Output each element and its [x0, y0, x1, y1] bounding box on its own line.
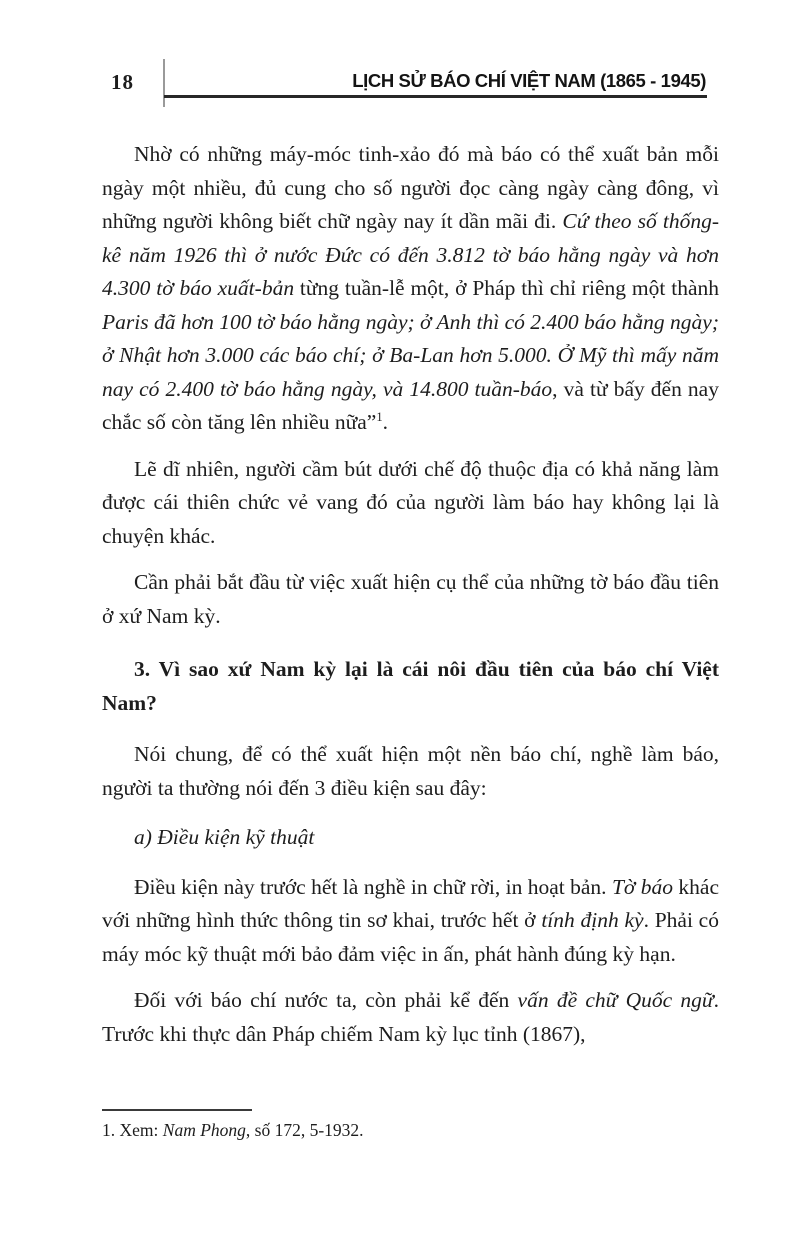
body-paragraph — [102, 566, 719, 633]
text-run-superscript: 1 — [376, 409, 383, 424]
text-run-regular: . Trước khi thực dân Pháp chiếm Nam kỳ lục tỉnh (1867), — [102, 988, 719, 1046]
text-run-italic: tính định kỳ — [541, 908, 644, 932]
text-run-regular: . Phải có máy móc kỹ thuật mới bảo đảm việc in ấn, phát hành đúng kỳ hạn. — [102, 908, 719, 966]
section-heading — [102, 653, 719, 720]
text-run-regular: , và từ bấy đến nay chắc số còn tăng lên nhiều nữa” — [102, 376, 719, 434]
footnote-area — [102, 1109, 719, 1142]
text-run-regular: Nhờ có những máy-móc tinh-xảo đó mà báo có thể xuất bản mỗi ngày một nhiều, đủ cung cho số người đọc càng ngày càng đông, vì những người không biết chữ ngày nay ít dần mãi đi. — [102, 142, 719, 233]
text-run-italic: Cứ theo số thống-kê năm 1926 thì ở nước Đức có đến 3.812 tờ báo hằng ngày và hơn 4.300 tờ báo xuất-bản — [102, 209, 719, 300]
running-title: LỊCH SỬ BÁO CHÍ VIỆT NAM (1865 - 1945) — [352, 70, 706, 91]
text-run-regular: từng tuần-lễ một, ở Pháp thì chỉ riêng một thành — [299, 276, 719, 300]
text-run-regular: , số 172, 5-1932. — [245, 1120, 364, 1140]
text-run-italic: Tờ báo — [611, 874, 679, 899]
text-run-italic: Paris đã hơn 100 tờ báo hằng ngày; ở Anh thì có 2.400 báo hằng ngày; ở Nhật hơn 3.000 các báo chí; ở Ba-Lan hơn 5.000. Ở Mỹ thì mấy năm nay có 2.400 tờ báo hằng ngày, và 14.800 tuần-báo — [102, 309, 719, 401]
page-number: 18 — [111, 70, 134, 94]
page-text-body — [102, 138, 719, 1064]
body-paragraph — [102, 871, 719, 972]
text-run-regular: a) Điều kiện kỹ thuật — [134, 825, 315, 849]
footnote-divider-rule — [102, 1109, 252, 1111]
text-run-italic: vấn đề chữ Quốc ngữ — [517, 988, 714, 1012]
header-horizontal-rule — [164, 95, 707, 98]
body-paragraph — [102, 453, 719, 554]
text-run-regular: 1. Xem: — [102, 1120, 163, 1140]
body-paragraph — [102, 738, 719, 805]
text-run-italic: Nam Phong — [162, 1120, 246, 1140]
body-paragraph — [102, 984, 719, 1051]
subsection-heading — [102, 821, 719, 855]
text-run-regular: Đối với báo chí nước ta, còn phải kể đến — [134, 988, 518, 1012]
text-run-regular: . — [382, 410, 388, 434]
text-run-regular: Cần phải bắt đầu từ việc xuất hiện cụ thể của những tờ báo đầu tiên ở xứ Nam kỳ. — [102, 570, 719, 628]
header-vertical-divider — [163, 59, 165, 107]
text-run-regular: Lẽ dĩ nhiên, người cầm bút dưới chế độ thuộc địa có khả năng làm được cái thiên chức vẻ vang đó của người làm báo hay không lại là chuyện khác. — [102, 456, 719, 548]
text-run-regular: Nói chung, để có thể xuất hiện một nền báo chí, nghề làm báo, người ta thường nói đến 3 điều kiện sau đây: — [102, 742, 719, 800]
text-run-regular: Điều kiện này trước hết là nghề in chữ rời, in hoạt bản. — [134, 874, 612, 899]
body-paragraph — [102, 138, 719, 440]
text-run-regular: 3. Vì sao xứ Nam kỳ lại là cái nôi đầu tiên của báo chí Việt Nam? — [102, 657, 719, 715]
text-run-regular: khác với những hình thức thông tin sơ khai, trước hết ở — [102, 874, 719, 932]
footnote-text — [102, 1118, 719, 1142]
